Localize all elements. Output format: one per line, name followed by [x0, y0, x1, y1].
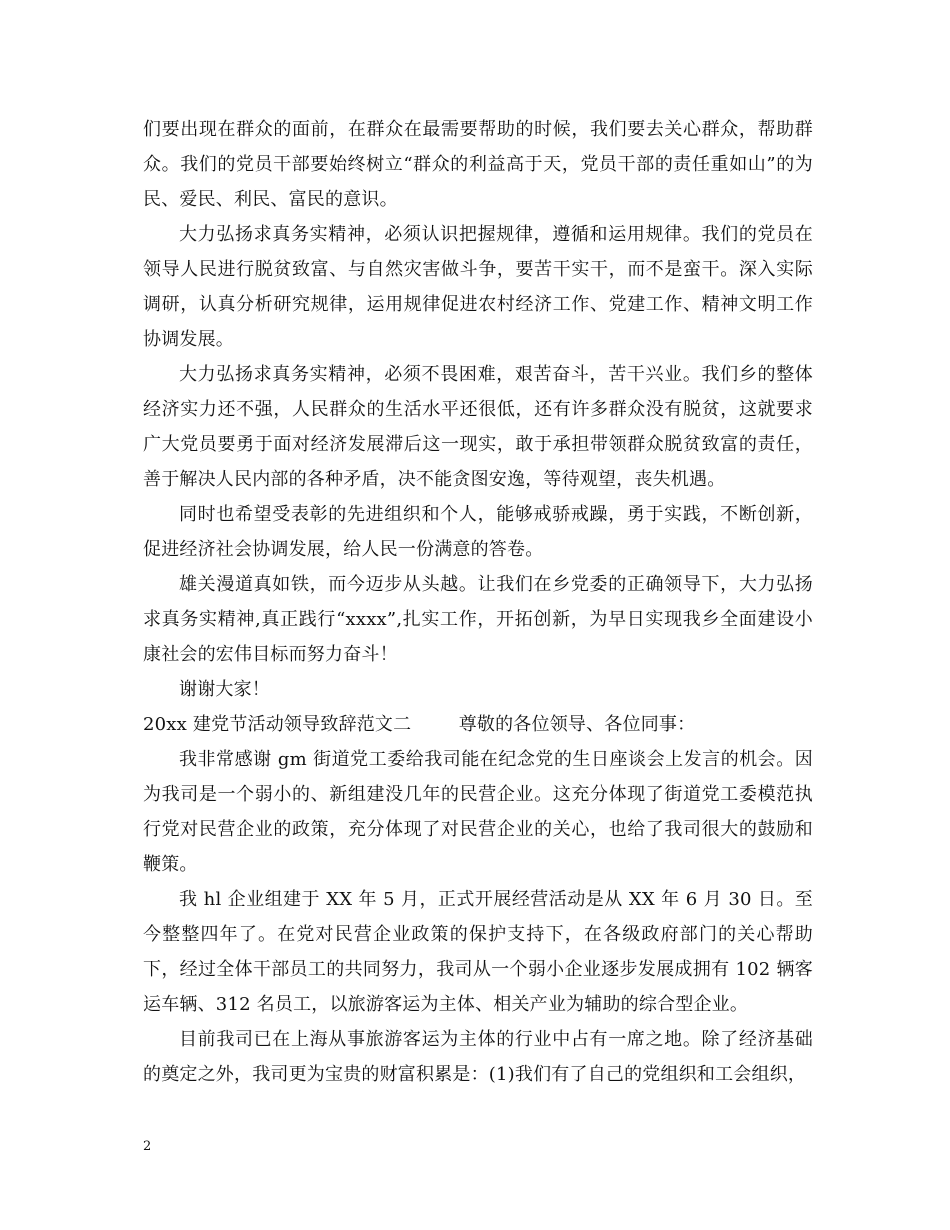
page-number: 2 [143, 1139, 152, 1154]
paragraph-thanks: 谢谢大家！ [179, 679, 270, 700]
paragraph-call-to-action: 雄关漫道真如铁，而今迈步从头越。让我们在乡党委的正确领导下，大力弘扬求真务实精神,真正践行“xxxx”,扎实工作，开拓创新，为早日实现我乡全面建设小康社会的宏伟目标而努力奋斗！ [143, 574, 813, 665]
paragraph-commended-units: 同时也希望受表彰的先进组织和个人，能够戒骄戒躁，勇于实践，不断创新，促进经济社会协调发展，给人民一份满意的答卷。 [143, 504, 813, 560]
section-heading-speech-two: 20xx 建党节活动领导致辞范文二 尊敬的各位领导、各位同事： [143, 714, 696, 735]
paragraph-company-history: 我 hl 企业组建于 XX 年 5 月，正式开展经营活动是从 XX 年 6 月 30 日。至今整整四年了。在党对民营企业政策的保护支持下，在各级政府部门的关心帮助下，经过全体干部员工的共同努力，我司从一个弱小企业逐步发展成拥有 102 辆客运车辆、312 名员工，以旅游客运为主体、相关产业为辅助的综合型企业。 [143, 889, 813, 1015]
paragraph-seek-truth-laws: 大力弘扬求真务实精神，必须认识把握规律，遵循和运用规律。我们的党员在领导人民进行脱贫致富、与自然灾害做斗争，要苦干实干，而不是蛮干。深入实际调研，认真分析研究规律，运用规律促进农村经济工作、党建工作、精神文明工作协调发展。 [143, 224, 813, 350]
paragraph-gratitude: 我非常感谢 gm 街道党工委给我司能在纪念党的生日座谈会上发言的机会。因为我司是一个弱小的、新组建没几年的民营企业。这充分体现了街道党工委模范执行党对民营企业的政策，充分体现了对民营企业的关心，也给了我司很大的鼓励和鞭策。 [143, 749, 813, 875]
paragraph-seek-truth-hardship: 大力弘扬求真务实精神，必须不畏困难，艰苦奋斗，苦干兴业。我们乡的整体经济实力还不强，人民群众的生活水平还很低，还有许多群众没有脱贫，这就要求广大党员要勇于面对经济发展滞后这一现实，敢于承担带领群众脱贫致富的责任，善于解决人民内部的各种矛盾，决不能贪图安逸，等待观望，丧失机遇。 [143, 364, 813, 490]
paragraph-company-status: 目前我司已在上海从事旅游客运为主体的行业中占有一席之地。除了经济基础的奠定之外，我司更为宝贵的财富积累是：(1)我们有了自己的党组织和工会组织， [143, 1029, 813, 1085]
paragraph-continuation: 们要出现在群众的面前，在群众在最需要帮助的时候，我们要去关心群众，帮助群众。我们的党员干部要始终树立“群众的利益高于天，党员干部的责任重如山”的为民、爱民、利民、富民的意识。 [143, 119, 813, 210]
document-body [143, 112, 813, 1092]
